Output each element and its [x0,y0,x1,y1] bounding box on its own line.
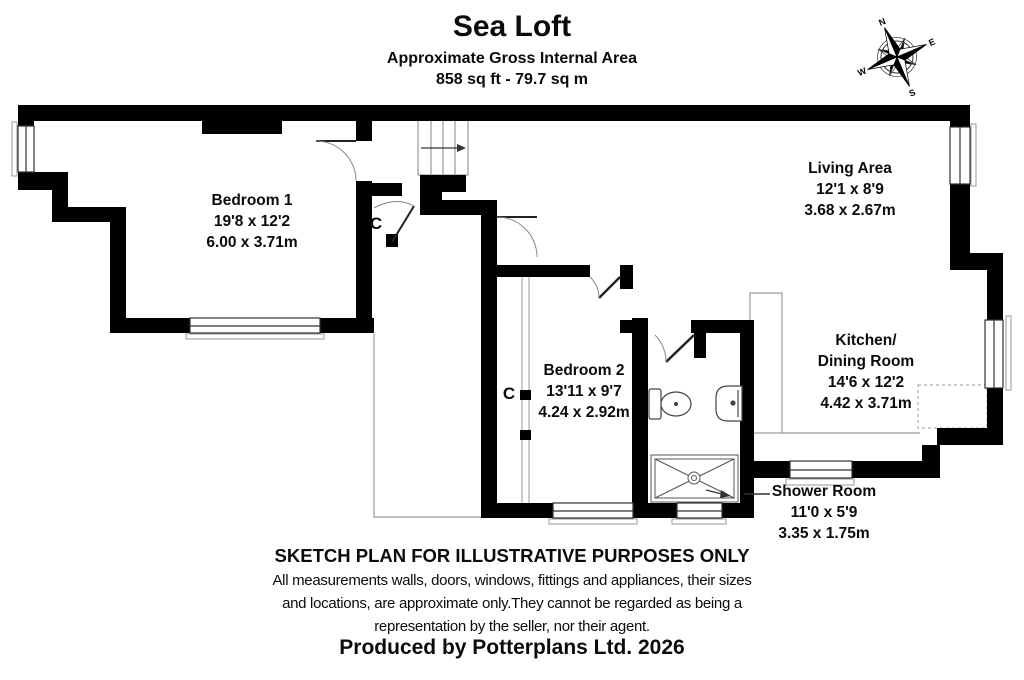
compass-south-label: S [907,87,917,99]
compass-rose-icon [841,1,952,114]
door-landing [497,217,537,257]
room-label-bedroom2 [538,360,629,423]
room-label-living-area [804,158,895,221]
room-size-metric: 6.00 x 3.71m [206,234,298,251]
room-name: Living Area [808,160,892,177]
basin-icon [716,386,742,421]
producer-credit: Produced by Potterplans Ltd. 2026 [339,636,685,659]
page-title: Sea Loft [452,10,572,43]
room-size-metric: 3.35 x 1.75m [778,525,870,542]
shower-tray-icon [651,455,738,502]
window-shower-bottom [672,503,726,524]
disclaimer-line1: All measurements walls, doors, windows, fittings and appliances, their sizes [272,572,752,589]
stairs-icon [418,120,468,175]
disclaimer-line2: and locations, are approximate only.They cannot be regarded as being a [282,595,742,612]
room-size-metric: 4.42 x 3.71m [820,395,912,412]
disclaimer-line3: representation by the seller, nor their agent. [374,618,650,635]
room-label-kitchen-dining [818,330,914,414]
room-name-line2: Dining Room [817,353,915,370]
room-size-imperial: 13'11 x 9'7 [546,383,622,400]
room-name: Bedroom 1 [211,192,293,209]
room-size-metric: 3.68 x 2.67m [804,202,896,219]
bedroom2-closet-partition [520,277,531,503]
room-label-shower-room [772,481,876,544]
fixtures [649,386,742,502]
room-size-imperial: 14'6 x 12'2 [827,374,905,391]
toilet-icon [649,389,691,419]
dashed-recess-outline [918,385,987,428]
room-size-metric: 4.24 x 2.92m [538,404,630,421]
window-living-right [950,124,976,186]
door-bedroom1 [316,141,356,181]
window-bedroom1-bottom [186,318,324,339]
closet-label-hall: C [369,214,383,233]
total-area: 858 sq ft - 79.7 sq m [435,71,589,88]
door-bedroom2 [590,277,620,298]
disclaimer-heading: SKETCH PLAN FOR ILLUSTRATIVE PURPOSES ONLY [274,545,750,566]
window-bedroom1-left [12,122,34,176]
room-label-bedroom1 [206,190,297,253]
door-shower-room [655,335,694,362]
room-size-imperial: 11'0 x 5'9 [790,504,858,521]
room-name: Bedroom 2 [543,362,625,379]
closet-label-bedroom2: C [502,384,516,403]
compass-north-label: N [877,16,888,28]
room-size-imperial: 19'8 x 12'2 [213,213,291,230]
window-bedroom2-bottom [549,503,637,524]
room-size-imperial: 12'1 x 8'9 [816,181,884,198]
room-name: Shower Room [771,483,877,500]
compass-west-label: W [856,65,868,79]
chimney-breast [750,293,782,433]
window-kitchen-right [985,316,1011,390]
room-name-line1: Kitchen/ [835,332,897,349]
subtitle: Approximate Gross Internal Area [386,50,638,67]
compass-east-label: E [927,36,937,48]
